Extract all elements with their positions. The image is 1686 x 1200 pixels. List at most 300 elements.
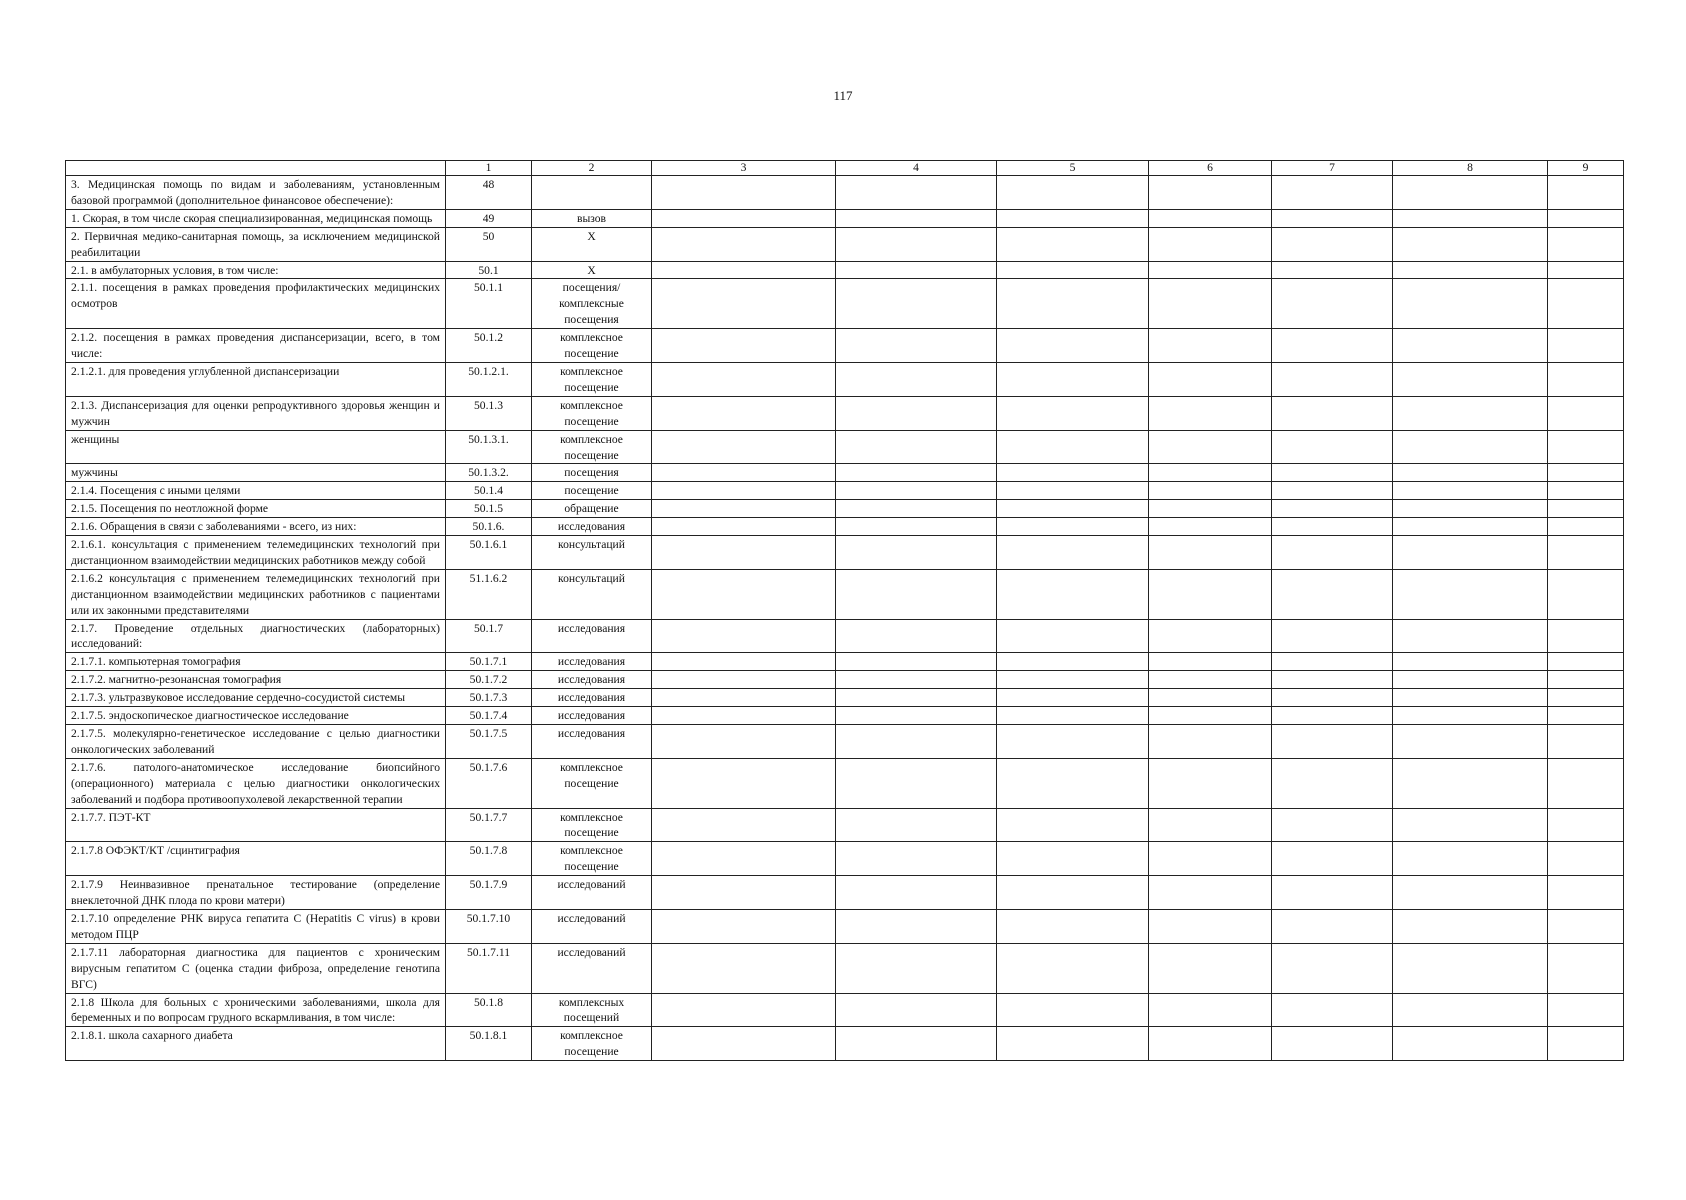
row-name-cell: 2.1.7. Проведение отдельных диагностических (лабораторных) исследований: [66,619,446,653]
table-row [66,176,1624,210]
empty-cell-col-6 [1149,569,1272,619]
row-code-cell: 50.1.7.6 [446,758,532,808]
empty-cell-col-6 [1149,653,1272,671]
column-number-7: 7 [1272,161,1393,176]
empty-cell-col-6 [1149,279,1272,329]
empty-cell-col-5 [997,261,1149,279]
table-row [66,518,1624,536]
page-number: 117 [833,88,853,103]
row-unit-cell: исследований [532,876,652,910]
empty-cell-col-8 [1393,619,1548,653]
empty-cell-col-9 [1548,500,1624,518]
row-unit-cell: посещения/ комплексные посещения [532,279,652,329]
empty-cell-col-9 [1548,707,1624,725]
row-name-cell: женщины [66,430,446,464]
empty-cell-col-5 [997,482,1149,500]
empty-cell-col-5 [997,329,1149,363]
empty-cell-col-9 [1548,279,1624,329]
empty-cell-col-9 [1548,209,1624,227]
row-name-cell: 2.1.4. Посещения с иными целями [66,482,446,500]
row-unit-cell: X [532,227,652,261]
empty-cell-col-3 [652,482,836,500]
table-row [66,808,1624,842]
empty-cell-col-3 [652,430,836,464]
empty-cell-col-7 [1272,842,1393,876]
empty-cell-col-8 [1393,671,1548,689]
empty-cell-col-6 [1149,876,1272,910]
empty-cell-col-5 [997,279,1149,329]
empty-cell-col-3 [652,671,836,689]
column-number-0 [66,161,446,176]
empty-cell-col-8 [1393,758,1548,808]
row-unit-cell: комплексное посещение [532,758,652,808]
column-number-5: 5 [997,161,1149,176]
empty-cell-col-3 [652,209,836,227]
empty-cell-col-6 [1149,176,1272,210]
table-row [66,329,1624,363]
empty-cell-col-5 [997,909,1149,943]
empty-cell-col-4 [836,329,997,363]
empty-cell-col-4 [836,569,997,619]
row-name-cell: 2.1.7.10 определение РНК вируса гепатита С (Hepatitis С virus) в крови методом ПЦР [66,909,446,943]
empty-cell-col-5 [997,569,1149,619]
empty-cell-col-6 [1149,1027,1272,1061]
row-name-cell: 2.1.6. Обращения в связи с заболеваниями - всего, из них: [66,518,446,536]
empty-cell-col-6 [1149,808,1272,842]
row-name-cell: 2.1.7.1. компьютерная томография [66,653,446,671]
data-table [65,160,1624,1061]
column-number-2: 2 [532,161,652,176]
empty-cell-col-8 [1393,227,1548,261]
table-row [66,362,1624,396]
empty-cell-col-7 [1272,707,1393,725]
empty-cell-col-3 [652,518,836,536]
empty-cell-col-9 [1548,671,1624,689]
empty-cell-col-8 [1393,1027,1548,1061]
table-row [66,279,1624,329]
row-code-cell: 50.1.3.2. [446,464,532,482]
empty-cell-col-3 [652,329,836,363]
row-unit-cell: исследования [532,653,652,671]
empty-cell-col-7 [1272,536,1393,570]
empty-cell-col-7 [1272,518,1393,536]
empty-cell-col-8 [1393,653,1548,671]
empty-cell-col-7 [1272,430,1393,464]
row-unit-cell: комплексных посещений [532,993,652,1027]
empty-cell-col-6 [1149,329,1272,363]
empty-cell-col-8 [1393,569,1548,619]
row-code-cell: 50.1.7.7 [446,808,532,842]
empty-cell-col-8 [1393,518,1548,536]
row-code-cell: 49 [446,209,532,227]
empty-cell-col-8 [1393,707,1548,725]
empty-cell-col-5 [997,671,1149,689]
row-name-cell: 2.1.7.6. патолого-анатомическое исследование биопсийного (операционного) материала с целью диагностики онкологических заболеваний и подбора противоопухолевой лекарственной терапии [66,758,446,808]
empty-cell-col-4 [836,279,997,329]
empty-cell-col-7 [1272,909,1393,943]
empty-cell-col-9 [1548,430,1624,464]
empty-cell-col-7 [1272,943,1393,993]
row-unit-cell: комплексное посещение [532,1027,652,1061]
empty-cell-col-4 [836,689,997,707]
empty-cell-col-4 [836,619,997,653]
table-row [66,707,1624,725]
empty-cell-col-5 [997,619,1149,653]
empty-cell-col-8 [1393,500,1548,518]
empty-cell-col-6 [1149,671,1272,689]
row-code-cell: 50.1.7.5 [446,725,532,759]
row-code-cell: 50.1.7.4 [446,707,532,725]
empty-cell-col-4 [836,464,997,482]
empty-cell-col-5 [997,653,1149,671]
empty-cell-col-3 [652,653,836,671]
row-unit-cell: исследования [532,619,652,653]
row-unit-cell: консультаций [532,536,652,570]
row-unit-cell: исследования [532,689,652,707]
row-name-cell: 3. Медицинская помощь по видам и заболеваниям, установленным базовой программой (дополнительное финансовое обеспечение): [66,176,446,210]
empty-cell-col-7 [1272,261,1393,279]
column-number-8: 8 [1393,161,1548,176]
empty-cell-col-4 [836,758,997,808]
empty-cell-col-3 [652,1027,836,1061]
empty-cell-col-3 [652,569,836,619]
empty-cell-col-4 [836,842,997,876]
empty-cell-col-6 [1149,227,1272,261]
row-unit-cell: комплексное посещение [532,362,652,396]
table-row [66,1027,1624,1061]
empty-cell-col-7 [1272,876,1393,910]
row-unit-cell: обращение [532,500,652,518]
empty-cell-col-3 [652,619,836,653]
empty-cell-col-8 [1393,464,1548,482]
row-name-cell: 2.1.7.11 лабораторная диагностика для пациентов с хроническим вирусным гепатитом С (оценка стадии фиброза, определение генотипа ВГС) [66,943,446,993]
row-unit-cell: посещение [532,482,652,500]
row-name-cell: 2.1.7.5. эндоскопическое диагностическое исследование [66,707,446,725]
empty-cell-col-6 [1149,536,1272,570]
empty-cell-col-4 [836,536,997,570]
empty-cell-col-6 [1149,725,1272,759]
empty-cell-col-8 [1393,176,1548,210]
empty-cell-col-9 [1548,876,1624,910]
table-row [66,396,1624,430]
empty-cell-col-4 [836,209,997,227]
empty-cell-col-7 [1272,653,1393,671]
empty-cell-col-9 [1548,176,1624,210]
row-unit-cell: исследований [532,943,652,993]
table-row [66,209,1624,227]
column-number-1: 1 [446,161,532,176]
empty-cell-col-9 [1548,909,1624,943]
row-unit-cell: комплексное посещение [532,329,652,363]
empty-cell-col-3 [652,993,836,1027]
row-name-cell: 2.1.8.1. школа сахарного диабета [66,1027,446,1061]
empty-cell-col-6 [1149,464,1272,482]
empty-cell-col-8 [1393,876,1548,910]
row-name-cell: 2.1.8 Школа для больных с хроническими заболеваниями, школа для беременных и по вопросам грудного вскармливания, в том числе: [66,993,446,1027]
row-code-cell: 50.1.6.1 [446,536,532,570]
column-number-3: 3 [652,161,836,176]
row-code-cell: 50.1.5 [446,500,532,518]
table-row [66,671,1624,689]
row-name-cell: 2.1. в амбулаторных условия, в том числе: [66,261,446,279]
row-name-cell: 2.1.7.8 ОФЭКТ/КТ /сцинтиграфия [66,842,446,876]
row-name-cell: 2.1.1. посещения в рамках проведения профилактических медицинских осмотров [66,279,446,329]
row-code-cell: 50.1.2.1. [446,362,532,396]
empty-cell-col-7 [1272,176,1393,210]
row-name-cell: 2.1.3. Диспансеризация для оценки репродуктивного здоровья женщин и мужчин [66,396,446,430]
table-body [66,176,1624,1061]
empty-cell-col-5 [997,842,1149,876]
empty-cell-col-3 [652,500,836,518]
empty-cell-col-5 [997,464,1149,482]
row-unit-cell: исследования [532,707,652,725]
column-number-9: 9 [1548,161,1624,176]
empty-cell-col-6 [1149,842,1272,876]
row-name-cell: 2.1.7.2. магнитно-резонансная томография [66,671,446,689]
table-row [66,909,1624,943]
row-unit-cell: вызов [532,209,652,227]
table-row [66,993,1624,1027]
empty-cell-col-8 [1393,362,1548,396]
empty-cell-col-8 [1393,396,1548,430]
empty-cell-col-9 [1548,842,1624,876]
empty-cell-col-6 [1149,482,1272,500]
empty-cell-col-6 [1149,518,1272,536]
empty-cell-col-7 [1272,464,1393,482]
empty-cell-col-5 [997,1027,1149,1061]
row-name-cell: 2.1.2.1. для проведения углубленной диспансеризации [66,362,446,396]
empty-cell-col-6 [1149,500,1272,518]
empty-cell-col-7 [1272,500,1393,518]
empty-cell-col-5 [997,689,1149,707]
row-code-cell: 50.1.7.3 [446,689,532,707]
empty-cell-col-5 [997,396,1149,430]
empty-cell-col-3 [652,227,836,261]
row-unit-cell: комплексное посещение [532,842,652,876]
empty-cell-col-3 [652,536,836,570]
table-row [66,569,1624,619]
table-row [66,758,1624,808]
empty-cell-col-5 [997,943,1149,993]
empty-cell-col-8 [1393,261,1548,279]
table-row [66,842,1624,876]
empty-cell-col-8 [1393,209,1548,227]
empty-cell-col-6 [1149,943,1272,993]
empty-cell-col-3 [652,909,836,943]
empty-cell-col-4 [836,707,997,725]
empty-cell-col-9 [1548,518,1624,536]
row-name-cell: 2.1.7.5. молекулярно-генетическое исследование с целью диагностики онкологических заболеваний [66,725,446,759]
empty-cell-col-7 [1272,279,1393,329]
empty-cell-col-9 [1548,227,1624,261]
empty-cell-col-8 [1393,329,1548,363]
empty-cell-col-4 [836,482,997,500]
empty-cell-col-7 [1272,993,1393,1027]
empty-cell-col-5 [997,808,1149,842]
empty-cell-col-4 [836,396,997,430]
empty-cell-col-9 [1548,758,1624,808]
row-unit-cell: исследования [532,518,652,536]
empty-cell-col-3 [652,396,836,430]
row-name-cell: мужчины [66,464,446,482]
empty-cell-col-7 [1272,227,1393,261]
table-row [66,227,1624,261]
table-row [66,619,1624,653]
empty-cell-col-4 [836,943,997,993]
empty-cell-col-7 [1272,569,1393,619]
row-code-cell: 50.1.7.8 [446,842,532,876]
empty-cell-col-9 [1548,536,1624,570]
row-code-cell: 50.1.6. [446,518,532,536]
empty-cell-col-3 [652,876,836,910]
empty-cell-col-3 [652,689,836,707]
row-code-cell: 51.1.6.2 [446,569,532,619]
empty-cell-col-8 [1393,909,1548,943]
table-row [66,500,1624,518]
row-unit-cell: комплексное посещение [532,430,652,464]
empty-cell-col-3 [652,758,836,808]
empty-cell-col-3 [652,464,836,482]
empty-cell-col-4 [836,500,997,518]
empty-cell-col-7 [1272,619,1393,653]
row-code-cell: 50.1.8 [446,993,532,1027]
empty-cell-col-5 [997,362,1149,396]
empty-cell-col-6 [1149,707,1272,725]
empty-cell-col-6 [1149,909,1272,943]
row-name-cell: 2.1.7.3. ультразвуковое исследование сердечно-сосудистой системы [66,689,446,707]
table-row [66,689,1624,707]
empty-cell-col-4 [836,876,997,910]
empty-cell-col-9 [1548,725,1624,759]
empty-cell-col-4 [836,808,997,842]
empty-cell-col-6 [1149,758,1272,808]
empty-cell-col-6 [1149,261,1272,279]
empty-cell-col-8 [1393,808,1548,842]
row-code-cell: 50.1.3.1. [446,430,532,464]
empty-cell-col-3 [652,176,836,210]
empty-cell-col-4 [836,671,997,689]
column-number-4: 4 [836,161,997,176]
row-name-cell: 1. Скорая, в том числе скорая специализированная, медицинская помощь [66,209,446,227]
row-code-cell: 50.1.7 [446,619,532,653]
empty-cell-col-7 [1272,689,1393,707]
empty-cell-col-4 [836,176,997,210]
row-code-cell: 50.1.2 [446,329,532,363]
empty-cell-col-8 [1393,689,1548,707]
empty-cell-col-8 [1393,482,1548,500]
empty-cell-col-9 [1548,1027,1624,1061]
row-name-cell: 2.1.6.1. консультация с применением телемедицинских технологий при дистанционном взаимодействии медицинских работников между собой [66,536,446,570]
empty-cell-col-9 [1548,808,1624,842]
empty-cell-col-9 [1548,619,1624,653]
row-name-cell: 2.1.7.7. ПЭТ-КТ [66,808,446,842]
empty-cell-col-5 [997,725,1149,759]
empty-cell-col-6 [1149,993,1272,1027]
empty-cell-col-8 [1393,842,1548,876]
table-row [66,430,1624,464]
row-code-cell: 50.1.7.9 [446,876,532,910]
empty-cell-col-8 [1393,725,1548,759]
empty-cell-col-7 [1272,396,1393,430]
empty-cell-col-4 [836,518,997,536]
empty-cell-col-4 [836,653,997,671]
table-row [66,653,1624,671]
empty-cell-col-3 [652,279,836,329]
row-unit-cell: комплексное посещение [532,808,652,842]
empty-cell-col-6 [1149,209,1272,227]
empty-cell-col-5 [997,518,1149,536]
row-code-cell: 50.1.3 [446,396,532,430]
empty-cell-col-6 [1149,396,1272,430]
empty-cell-col-9 [1548,362,1624,396]
empty-cell-col-7 [1272,671,1393,689]
row-unit-cell [532,176,652,210]
row-name-cell: 2.1.7.9 Неинвазивное пренатальное тестирование (определение внеклеточной ДНК плода по крови матери) [66,876,446,910]
empty-cell-col-8 [1393,943,1548,993]
table-row [66,482,1624,500]
row-name-cell: 2.1.2. посещения в рамках проведения диспансеризации, всего, в том числе: [66,329,446,363]
empty-cell-col-9 [1548,569,1624,619]
empty-cell-col-3 [652,707,836,725]
empty-cell-col-5 [997,227,1149,261]
table-row [66,464,1624,482]
empty-cell-col-7 [1272,758,1393,808]
row-code-cell: 50.1.4 [446,482,532,500]
empty-cell-col-4 [836,909,997,943]
empty-cell-col-4 [836,430,997,464]
empty-cell-col-9 [1548,993,1624,1027]
table-row [66,943,1624,993]
table-row [66,261,1624,279]
row-code-cell: 50.1.8.1 [446,1027,532,1061]
empty-cell-col-3 [652,943,836,993]
empty-cell-col-9 [1548,943,1624,993]
empty-cell-col-5 [997,993,1149,1027]
row-unit-cell: исследований [532,909,652,943]
empty-cell-col-7 [1272,725,1393,759]
empty-cell-col-5 [997,209,1149,227]
empty-cell-col-8 [1393,536,1548,570]
empty-cell-col-5 [997,707,1149,725]
row-code-cell: 50 [446,227,532,261]
empty-cell-col-4 [836,227,997,261]
row-code-cell: 50.1.7.10 [446,909,532,943]
row-name-cell: 2. Первичная медико-санитарная помощь, за исключением медицинской реабилитации [66,227,446,261]
empty-cell-col-5 [997,176,1149,210]
empty-cell-col-9 [1548,482,1624,500]
empty-cell-col-7 [1272,209,1393,227]
empty-cell-col-8 [1393,993,1548,1027]
empty-cell-col-3 [652,725,836,759]
empty-cell-col-3 [652,261,836,279]
empty-cell-col-9 [1548,464,1624,482]
row-unit-cell: комплексное посещение [532,396,652,430]
empty-cell-col-4 [836,725,997,759]
row-code-cell: 50.1.7.11 [446,943,532,993]
empty-cell-col-9 [1548,653,1624,671]
empty-cell-col-9 [1548,689,1624,707]
empty-cell-col-5 [997,430,1149,464]
table-row [66,876,1624,910]
empty-cell-col-3 [652,842,836,876]
row-unit-cell: исследования [532,671,652,689]
empty-cell-col-7 [1272,362,1393,396]
row-code-cell: 50.1.7.2 [446,671,532,689]
empty-cell-col-5 [997,500,1149,518]
empty-cell-col-6 [1149,689,1272,707]
empty-cell-col-9 [1548,329,1624,363]
empty-cell-col-7 [1272,808,1393,842]
